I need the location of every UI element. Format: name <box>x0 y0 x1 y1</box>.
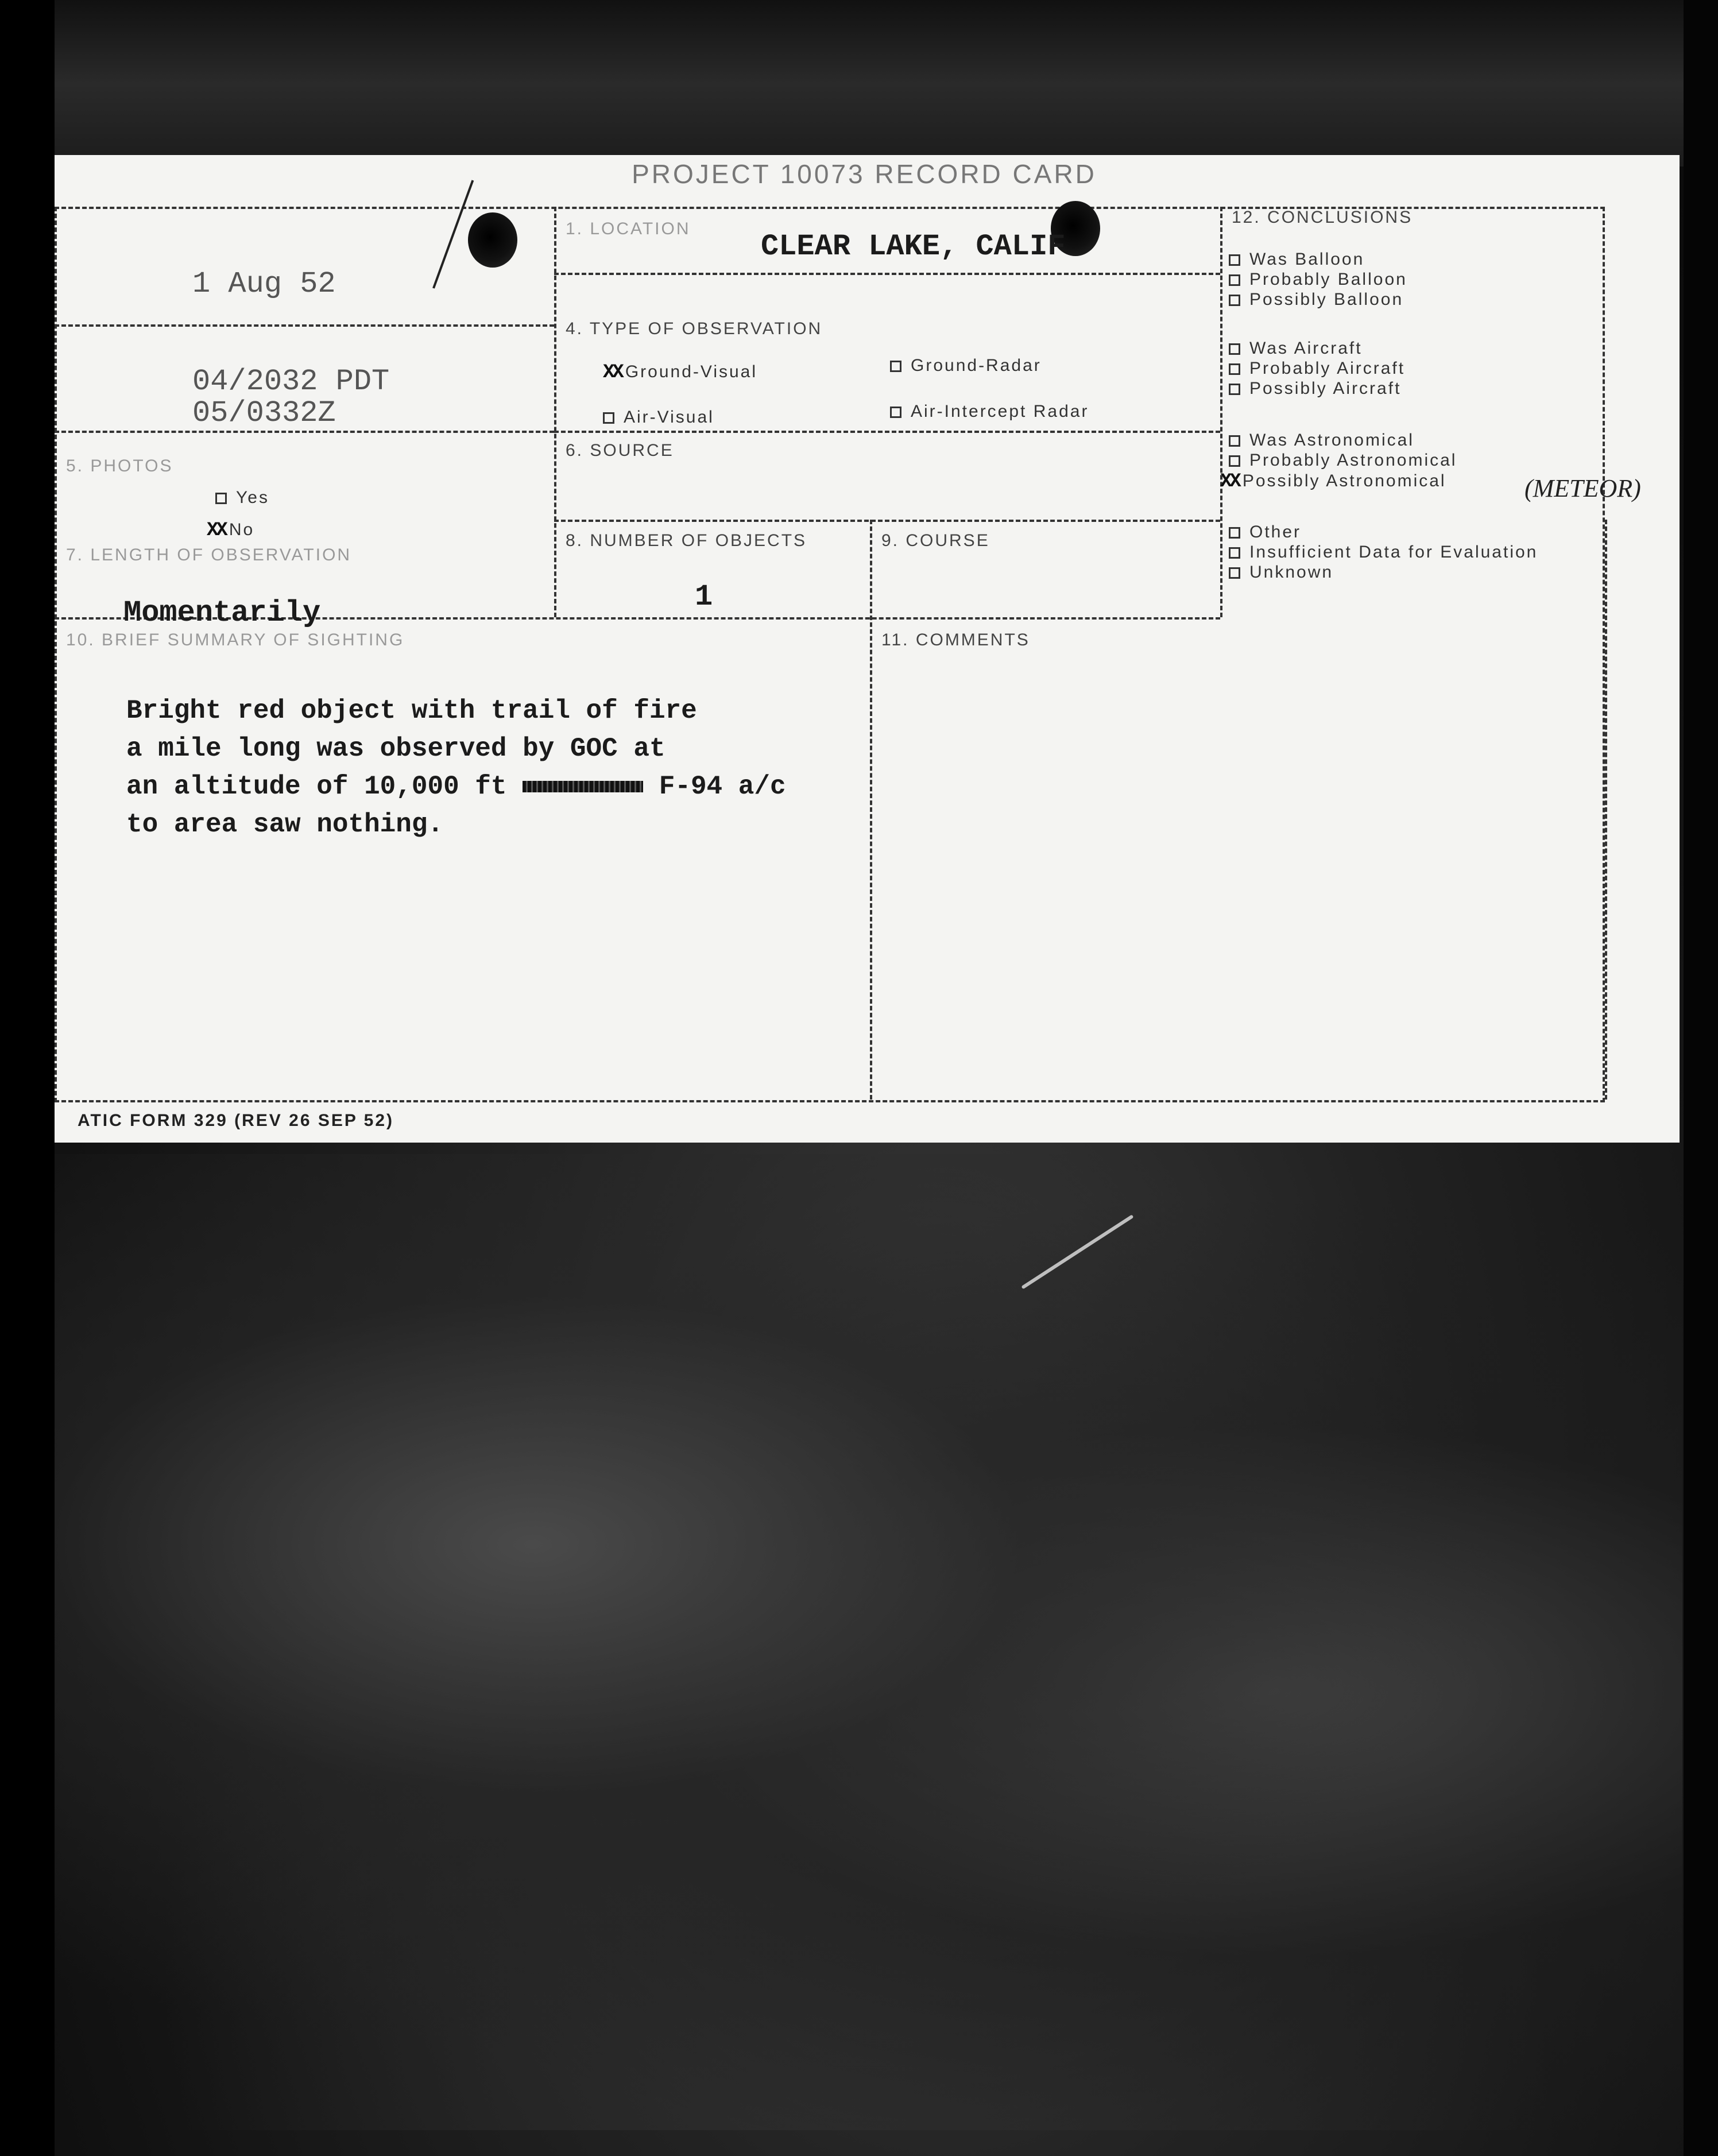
type-option-air-visual: Air-Visual <box>603 408 714 427</box>
location-label: 1. LOCATION <box>566 219 691 238</box>
checkbox-icon <box>1229 343 1240 355</box>
divider <box>1605 520 1607 1100</box>
divider <box>55 324 554 327</box>
scan-left-edge <box>0 0 55 2156</box>
type-option-air-intercept-radar: Air-Intercept Radar <box>890 402 1089 421</box>
conclusion-was-astronomical: Was Astronomical <box>1229 431 1414 450</box>
length-of-observation-value: Momentarily <box>123 596 321 630</box>
date-value: 1 Aug 52 <box>192 267 336 301</box>
checkbox-icon <box>1229 363 1240 375</box>
source-label: 6. SOURCE <box>566 441 674 460</box>
conclusion-probably-astronomical: Probably Astronomical <box>1229 451 1457 470</box>
conclusions-label: 12. CONCLUSIONS <box>1232 208 1413 227</box>
divider <box>554 431 1220 433</box>
type-option-ground-visual: XX Ground-Visual <box>603 362 758 384</box>
record-card <box>55 155 1680 1143</box>
number-of-objects-value: 1 <box>695 580 713 614</box>
summary-line-with-strikeout: an altitude of 10,000 ft F-94 a/c <box>126 772 786 802</box>
checkbox-icon <box>890 361 901 372</box>
scan-top-background <box>0 0 1718 167</box>
conclusion-probably-balloon: Probably Balloon <box>1229 270 1407 289</box>
scan-lower-area <box>40 1154 1682 2130</box>
checked-mark: XX <box>207 520 226 541</box>
time-value-zulu: 05/0332Z <box>192 396 336 430</box>
divider <box>554 207 556 617</box>
conclusion-possibly-astronomical: XX Possibly Astronomical <box>1220 471 1446 493</box>
divider <box>870 520 872 1100</box>
checkbox-icon <box>1229 384 1240 395</box>
checkbox-icon <box>1229 567 1240 579</box>
divider <box>554 520 1220 522</box>
checkbox-icon <box>890 407 901 418</box>
checkbox-icon <box>1229 274 1240 286</box>
struck-out-word <box>523 781 643 792</box>
conclusion-other: Other <box>1229 522 1301 542</box>
time-value-local: 04/2032 PDT <box>192 365 390 398</box>
punch-hole <box>468 212 517 268</box>
photos-option-no: XX No <box>207 520 255 541</box>
divider <box>554 273 1220 275</box>
conclusion-probably-aircraft: Probably Aircraft <box>1229 359 1405 378</box>
conclusion-was-aircraft: Was Aircraft <box>1229 339 1363 358</box>
length-of-observation-label: 7. LENGTH OF OBSERVATION <box>66 545 352 564</box>
conclusion-unknown: Unknown <box>1229 563 1333 582</box>
photos-option-yes: Yes <box>215 488 269 508</box>
number-of-objects-label: 8. NUMBER OF OBJECTS <box>566 531 807 550</box>
conclusion-insufficient-data: Insufficient Data for Evaluation <box>1229 543 1538 562</box>
checkbox-icon <box>1229 254 1240 266</box>
checkbox-icon <box>215 493 227 504</box>
form-number-footer: ATIC FORM 329 (REV 26 SEP 52) <box>78 1111 394 1130</box>
type-option-ground-radar: Ground-Radar <box>890 356 1042 376</box>
scan-right-edge <box>1684 0 1718 2156</box>
checked-mark: XX <box>1220 471 1239 493</box>
conclusion-was-balloon: Was Balloon <box>1229 250 1364 269</box>
comments-label: 11. COMMENTS <box>881 630 1030 649</box>
card-frame <box>55 207 1605 1102</box>
summary-text <box>126 692 786 843</box>
divider <box>55 431 554 433</box>
summary-label: 10. BRIEF SUMMARY OF SIGHTING <box>66 630 405 649</box>
card-title: PROJECT 10073 RECORD CARD <box>632 159 1097 189</box>
checkbox-icon <box>1229 455 1240 467</box>
conclusion-possibly-balloon: Possibly Balloon <box>1229 290 1403 309</box>
conclusion-possibly-aircraft: Possibly Aircraft <box>1229 379 1401 398</box>
checkbox-icon <box>1229 295 1240 306</box>
checkbox-icon <box>1229 527 1240 539</box>
checkbox-icon <box>1229 547 1240 559</box>
summary-line: Bright red object with trail of fire <box>126 696 697 726</box>
divider <box>1220 207 1222 617</box>
type-of-observation-label: 4. TYPE OF OBSERVATION <box>566 319 823 338</box>
checkbox-icon <box>1229 435 1240 447</box>
location-value: CLEAR LAKE, CALIF <box>761 230 1066 264</box>
course-label: 9. COURSE <box>881 531 990 550</box>
checkbox-icon <box>603 412 614 424</box>
summary-line: a mile long was observed by GOC at <box>126 734 665 764</box>
conclusion-handwritten-note: (METEOR) <box>1524 474 1641 502</box>
checked-mark: XX <box>603 362 622 384</box>
photos-label: 5. PHOTOS <box>66 456 173 475</box>
summary-line: to area saw nothing. <box>126 810 444 839</box>
